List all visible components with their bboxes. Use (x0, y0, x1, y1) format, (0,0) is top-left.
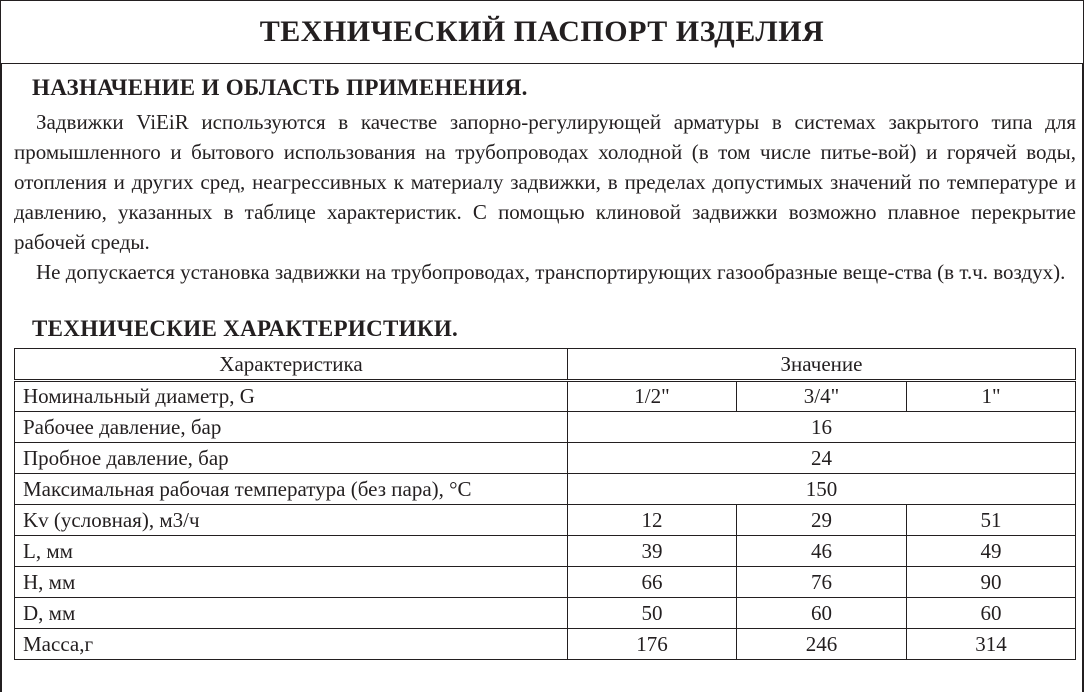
right-border (1082, 63, 1084, 692)
table-row (15, 629, 1076, 660)
header-value: Значение (568, 349, 1076, 381)
cell-value: 50 (568, 598, 737, 629)
cell-value: 90 (907, 567, 1076, 598)
cell-value: 3/4" (737, 381, 907, 412)
cell-value: 1" (907, 381, 1076, 412)
cell-value: 51 (907, 505, 1076, 536)
table-row (15, 443, 1076, 474)
cell-value: 150 (568, 474, 1076, 505)
cell-value: 76 (737, 567, 907, 598)
cell-value: 24 (568, 443, 1076, 474)
row-label: Пробное давление, бар (15, 443, 568, 474)
row-label: Kv (условная), м3/ч (15, 505, 568, 536)
table-row (15, 474, 1076, 505)
table-row (15, 412, 1076, 443)
cell-value: 49 (907, 536, 1076, 567)
header-characteristic: Характеристика (15, 349, 568, 381)
row-label: Рабочее давление, бар (15, 412, 568, 443)
table-row (15, 381, 1076, 412)
purpose-paragraph-1: Задвижки ViEiR используются в качестве запорно-регулирующей арматуры в системах закрытого типа для промышленного и бытового использования на трубопроводах холодной (в том числе питье-вой) и горячей воды, отопления и других сред, неагрессивных к материалу задвижки, в пределах допустимых значений по температуре и давлению, указанных в таблице характеристик. С помощью клиновой задвижки возможно плавное перекрытие рабочей среды. (14, 110, 1076, 254)
row-label: Масса,г (15, 629, 568, 660)
cell-value: 66 (568, 567, 737, 598)
cell-value: 176 (568, 629, 737, 660)
cell-value: 60 (737, 598, 907, 629)
cell-value: 39 (568, 536, 737, 567)
cell-value: 12 (568, 505, 737, 536)
cell-value: 1/2" (568, 381, 737, 412)
row-label: Номинальный диаметр, G (15, 381, 568, 412)
row-label: H, мм (15, 567, 568, 598)
document-title: ТЕХНИЧЕСКИЙ ПАСПОРТ ИЗДЕЛИЯ (259, 15, 825, 48)
cell-value: 46 (737, 536, 907, 567)
purpose-paragraph-2: Не допускается установка задвижки на трубопроводах, транспортирующих газообразные веще-ства (в т.ч. воздух). (36, 260, 1066, 284)
cell-value: 16 (568, 412, 1076, 443)
table-row (15, 505, 1076, 536)
row-label: L, мм (15, 536, 568, 567)
cell-value: 29 (737, 505, 907, 536)
table-row (15, 598, 1076, 629)
specs-table (14, 348, 1076, 660)
specs-heading: ТЕХНИЧЕСКИЕ ХАРАКТЕРИСТИКИ. (32, 316, 459, 341)
cell-value: 314 (907, 629, 1076, 660)
cell-value: 246 (737, 629, 907, 660)
row-label: D, мм (15, 598, 568, 629)
purpose-heading: НАЗНАЧЕНИЕ И ОБЛАСТЬ ПРИМЕНЕНИЯ. (32, 75, 528, 100)
row-label: Максимальная рабочая температура (без пара), °С (15, 474, 568, 505)
left-border (0, 63, 2, 692)
table-row (15, 567, 1076, 598)
table-row (15, 536, 1076, 567)
cell-value: 60 (907, 598, 1076, 629)
document-title-box (0, 0, 1084, 64)
table-header-row (15, 349, 1076, 381)
